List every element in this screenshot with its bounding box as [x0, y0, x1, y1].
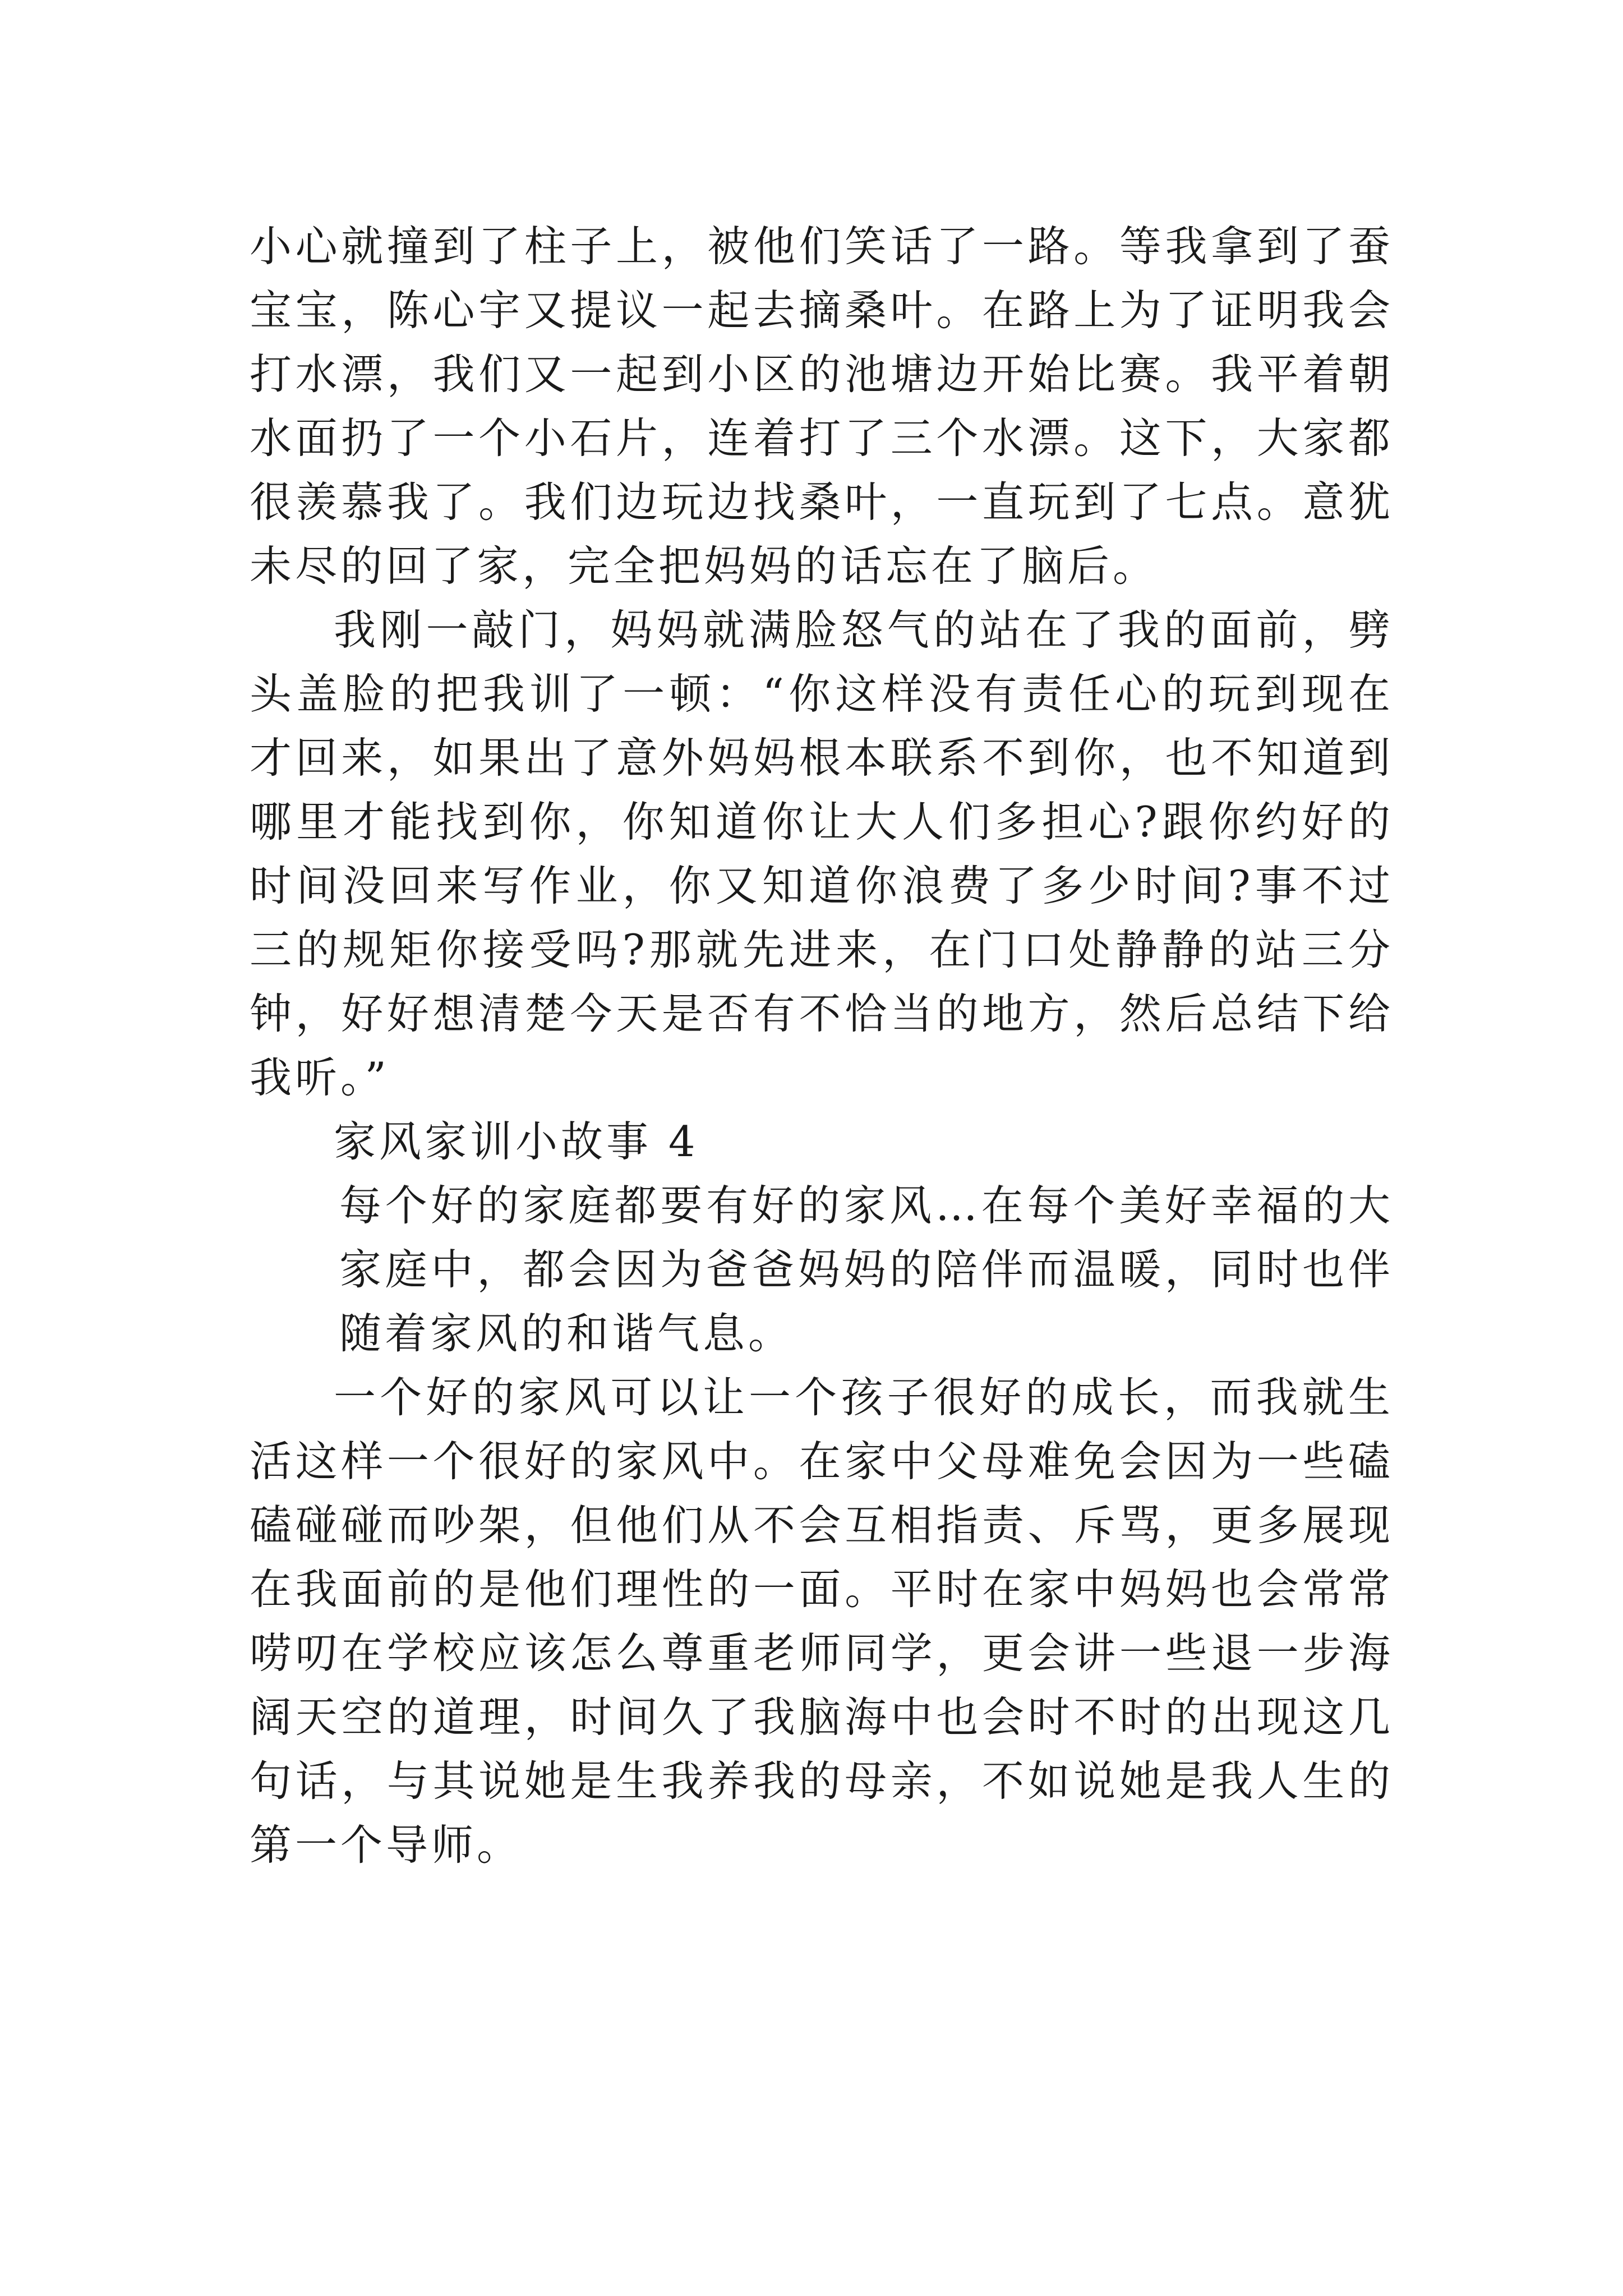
paragraph-family-intro: 每个好的家庭都要有好的家风…在每个美好幸福的大家庭中，都会因为爸爸妈妈的陪伴而温暖，同时也伴随着家风的和谐气息。 — [339, 1181, 1394, 1358]
document-body — [250, 214, 1394, 1877]
paragraph-mother-scolding: 我刚一敲门，妈妈就满脸怒气的站在了我的面前，劈头盖脸的把我训了一顿：“你这样没有责任心的玩到现在才回来，如果出了意外妈妈根本联系不到你，也不知道到哪里才能找到你，你知道你让大人们多担心?跟你约好的时间没回来写作业，你又知道你浪费了多少时间?事不过三的规矩你接受吗?那就先进来，在门口处静静的站三分钟，好好想清楚今天是否有不恰当的地方，然后总结下给我听。” — [250, 605, 1394, 1102]
paragraph-family-values: 一个好的家风可以让一个孩子很好的成长，而我就生活这样一个很好的家风中。在家中父母难免会因为一些磕磕碰碰而吵架，但他们从不会互相指责、斥骂，更多展现在我面前的是他们理性的一面。平时在家中妈妈也会常常唠叨在学校应该怎么尊重老师同学，更会讲一些退一步海阔天空的道理，时间久了我脑海中也会时不时的出现这几句话，与其说她是生我养我的母亲，不如说她是我人生的第一个导师。 — [250, 1373, 1394, 1870]
paragraph-continued: 小心就撞到了柱子上，被他们笑话了一路。等我拿到了蚕宝宝，陈心宇又提议一起去摘桑叶。在路上为了证明我会打水漂，我们又一起到小区的池塘边开始比赛。我平着朝水面扔了一个小石片，连着打了三个水漂。这下，大家都很羡慕我了。我们边玩边找桑叶，一直玩到了七点。意犹未尽的回了家，完全把妈妈的话忘在了脑后。 — [250, 222, 1394, 591]
section-heading: 家风家训小故事 4 — [334, 1117, 699, 1166]
